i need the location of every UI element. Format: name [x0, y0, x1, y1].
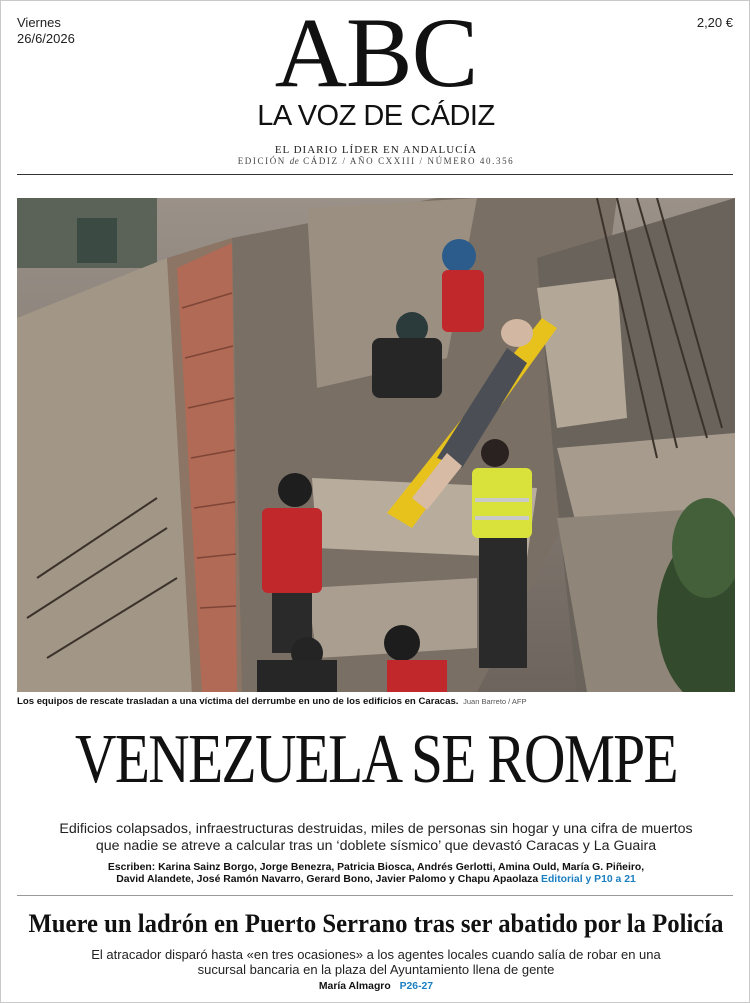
story-divider [17, 895, 733, 896]
main-headline[interactable]: VENEZUELA SE ROMPE [75, 721, 677, 798]
edition-info [1, 156, 750, 166]
second-page-ref[interactable]: P26-27 [399, 981, 434, 992]
rescue-scene-illustration [17, 198, 735, 692]
date: 26/6/2026 [17, 31, 75, 46]
main-standfirst-line-1: Edificios colapsados, infraestructuras destruidas, miles de personas sin hogar y una cifra de muertos [59, 821, 693, 837]
writers-line-2 [21, 873, 731, 886]
edition-de: de [289, 156, 300, 166]
photo-credit: Juan Barreto / AFP [463, 697, 527, 706]
main-page-ref[interactable]: Editorial y P10 a 21 [541, 874, 636, 885]
weekday: Viernes [17, 15, 61, 30]
second-author: María Almagro [318, 981, 391, 992]
edition-details: CÁDIZ / AÑO CXXIII / NÚMERO 40.356 [303, 156, 515, 166]
writers-line-1: Escriben: Karina Sainz Borgo, Jorge Benezra, Patricia Biosca, Andrés Gerlotti, Amina Ould, María G. Piñeiro, [107, 862, 645, 873]
main-photo [17, 198, 735, 692]
masthead-divider [17, 174, 733, 175]
price: 2,20 € [696, 15, 733, 30]
writers-names: David Alandete, José Ramón Navarro, Gerard Bono, Javier Palomo y Chapu Apaolaza [116, 874, 539, 885]
masthead-tagline: EL DIARIO LÍDER EN ANDALUCÍA [274, 144, 478, 156]
photo-caption [17, 696, 735, 707]
edition-label: EDICIÓN [237, 156, 286, 166]
second-headline[interactable]: Muere un ladrón en Puerto Serrano tras ser abatido por la Policía [28, 909, 724, 938]
main-standfirst-line-2: que nadie se atreve a calcular tras un ‘doblete sísmico’ que devastó Caracas y La Guaira [95, 838, 657, 854]
second-body-line-2: sucursal bancaria en la plaza del Ayuntamiento llena de gente [197, 962, 555, 977]
caption-text: Los equipos de rescate trasladan a una víctima del derrumbe en uno de los edificios en Caracas. [17, 696, 459, 707]
second-body-line-1: El atracador disparó hasta «en tres ocasiones» a los agentes locales cuando salía de robar en una [91, 947, 661, 962]
masthead-subtitle: LA VOZ DE CÁDIZ [257, 100, 495, 132]
masthead-logo: ABC [274, 0, 478, 108]
second-byline [1, 981, 750, 992]
